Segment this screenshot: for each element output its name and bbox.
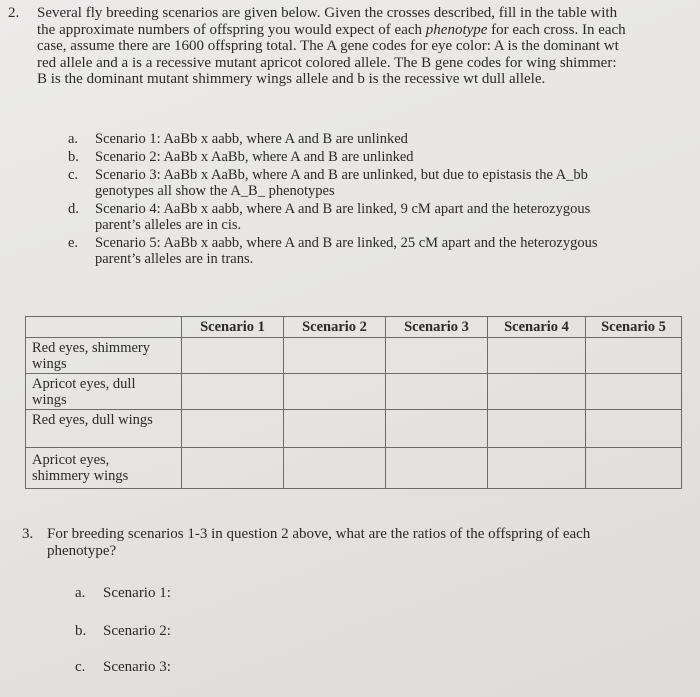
question-number: 2. xyxy=(8,5,20,21)
table-header: Scenario 3 xyxy=(386,317,488,338)
answer-cell[interactable] xyxy=(386,338,488,374)
answer-cell[interactable] xyxy=(488,448,586,489)
answer-cell[interactable] xyxy=(182,448,284,489)
intro-line: B is the dominant mutant shimmery wings allele and b is the recessive wt dull allele. xyxy=(37,71,546,87)
answer-cell[interactable] xyxy=(586,410,682,448)
answer-cell[interactable] xyxy=(182,338,284,374)
row-label: Red eyes, dull wings xyxy=(26,410,182,448)
table-header: Scenario 2 xyxy=(284,317,386,338)
table-header: Scenario 1 xyxy=(182,317,284,338)
answer-cell[interactable] xyxy=(488,374,586,410)
scenario-item: a. Scenario 1: AaBb x aabb, where A and B are unlinked xyxy=(68,131,408,147)
table-row xyxy=(26,448,682,489)
scenario-item: b. Scenario 2: AaBb x AaBb, where A and B are unlinked xyxy=(68,149,414,165)
question-3-line: phenotype? xyxy=(47,542,117,559)
answer-cell[interactable] xyxy=(386,448,488,489)
answer-cell[interactable] xyxy=(284,338,386,374)
emphasis-phenotype: phenotype xyxy=(425,21,488,38)
scenario-item: c. Scenario 3: AaBb x AaBb, where A and B are unlinked, but due to epistasis the A_bb genotypes all show the A_B_ phenotypes xyxy=(68,167,588,199)
table-header-empty xyxy=(26,317,182,338)
answer-cell[interactable] xyxy=(182,374,284,410)
scenario-item: e. Scenario 5: AaBb x aabb, where A and B are linked, 25 cM apart and the heterozygous parent’s alleles are in trans. xyxy=(68,235,598,267)
intro-line: red allele and a is a recessive mutant apricot colored allele. The B gene codes for wing shimmer: xyxy=(37,54,617,71)
table-row xyxy=(26,338,682,374)
intro-line: case, assume there are 1600 offspring total. The A gene codes for eye color: A is the dominant wt xyxy=(37,38,619,54)
answer-cell[interactable] xyxy=(586,338,682,374)
intro-line: Several fly breeding scenarios are given below. Given the crosses described, fill in the table with xyxy=(37,5,618,21)
answer-cell[interactable] xyxy=(386,410,488,448)
scenario-item: d. Scenario 4: AaBb x aabb, where A and B are linked, 9 cM apart and the heterozygous parent’s alleles are in cis. xyxy=(68,201,591,233)
row-label: Apricot eyes, dull wings xyxy=(26,374,182,410)
table-header: Scenario 4 xyxy=(488,317,586,338)
answer-cell[interactable] xyxy=(182,410,284,448)
ratio-item: a. Scenario 1: xyxy=(75,585,171,601)
table-header-row xyxy=(26,317,682,338)
table-row xyxy=(26,374,682,410)
answer-cell[interactable] xyxy=(386,374,488,410)
ratio-item: c. Scenario 3: xyxy=(75,659,171,675)
question-number: 3. xyxy=(22,526,34,542)
answer-cell[interactable] xyxy=(284,410,386,448)
offspring-table xyxy=(25,316,682,489)
question-2 xyxy=(8,5,696,88)
intro-line: the approximate numbers of offspring you would expect of each phenotype for each cross. In each xyxy=(37,21,626,38)
answer-cell[interactable] xyxy=(284,448,386,489)
table-header: Scenario 5 xyxy=(586,317,682,338)
ratio-item: b. Scenario 2: xyxy=(75,623,171,639)
row-label: Apricot eyes, shimmery wings xyxy=(26,448,182,489)
question-3 xyxy=(22,526,662,559)
question-3-line: For breeding scenarios 1-3 in question 2 above, what are the ratios of the offspring of each xyxy=(47,526,591,542)
answer-cell[interactable] xyxy=(284,374,386,410)
table-row xyxy=(26,410,682,448)
answer-cell[interactable] xyxy=(586,374,682,410)
question-2-intro xyxy=(37,5,696,88)
row-label: Red eyes, shimmery wings xyxy=(26,338,182,374)
answer-cell[interactable] xyxy=(488,410,586,448)
answer-cell[interactable] xyxy=(488,338,586,374)
scenario-list xyxy=(60,131,690,269)
answer-cell[interactable] xyxy=(586,448,682,489)
